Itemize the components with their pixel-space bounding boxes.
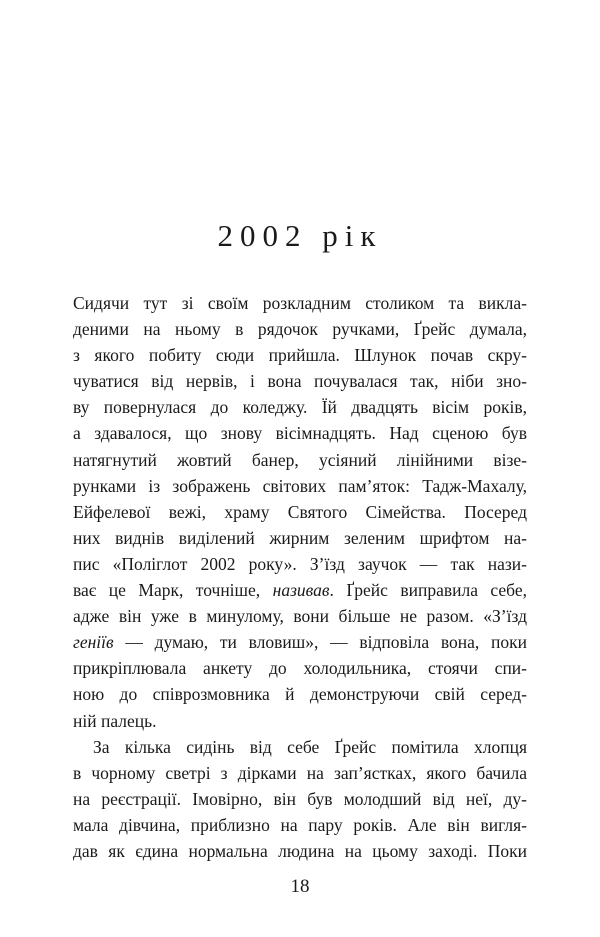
text-line: ву повернулася до коледжу. Їй двадцять вісім років, xyxy=(73,397,527,418)
text-line: в чорному светрі з дірками на зап’ястках, якого бачила xyxy=(73,762,527,783)
text-line: а здавалося, що знову вісімнадцять. Над сценою був xyxy=(73,423,527,444)
body-text xyxy=(73,290,527,864)
text-line: Ейфелевої вежі, храму Святого Сімейства. Посеред xyxy=(73,501,527,522)
text-segment: . Ґрейс виправила себе, xyxy=(329,580,527,601)
text-line: них виднів виділений жирним зеленим шрифтом на- xyxy=(73,527,527,548)
text-line: на реєстрації. Імовірно, він був молодший від неї, ду- xyxy=(73,788,527,809)
text-line: За кілька сидінь від себе Ґрейс помітила хлопця xyxy=(93,736,527,757)
text-segment: — думаю, ти вловиш», — відповіла вона, поки xyxy=(113,632,527,653)
text-line: мала дівчина, приблизно на пару років. Але він вигля- xyxy=(73,814,527,835)
chapter-title: 2002 рік xyxy=(217,218,383,253)
text-line: адже він уже в минулому, вони більше не разом. «З’їзд xyxy=(73,606,527,627)
text-line: дав як єдина нормальна людина на цьому заході. Поки xyxy=(73,840,527,861)
text-line: пис «Поліглот 2002 року». З’їзд заучок — так нази- xyxy=(73,553,527,574)
text-line: чуватися від нервів, і вона почувалася так, ніби зно- xyxy=(73,371,527,392)
page-number: 18 xyxy=(290,876,310,897)
text-line: ною до співрозмовника й демонструючи свій серед- xyxy=(73,684,527,705)
text-segment: ває це Марк, точніше, xyxy=(73,580,273,601)
text-line: прикріплювала анкету до холодильника, стоячи спи- xyxy=(73,658,527,679)
italic-word: називав xyxy=(272,580,330,601)
text-line xyxy=(73,577,527,603)
text-line: деними на ньому в рядочок ручками, Ґрейс думала, xyxy=(73,319,527,340)
text-line xyxy=(73,629,527,655)
text-line: Сидячи тут зі своїм розкладним столиком та викла- xyxy=(73,293,527,313)
text-line: з якого побиту сюди прийшла. Шлунок почав скру- xyxy=(73,345,527,366)
italic-word: геніїв xyxy=(73,632,114,653)
text-line: ній палець. xyxy=(73,710,157,731)
text-line: натягнутий жовтий банер, усіяний лінійними візе- xyxy=(73,449,527,470)
text-line: рунками із зображень світових пам’яток: Тадж-Махалу, xyxy=(73,475,527,496)
